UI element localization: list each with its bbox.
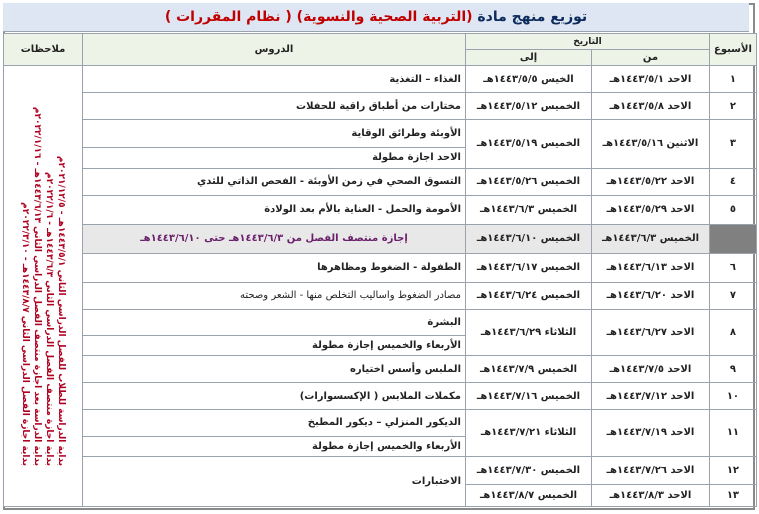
table-row [4, 456, 757, 485]
lesson-cell: التسوق الصحي في زمن الأوبئة - الفحص الذاتي للثدي [83, 168, 466, 195]
table-row [4, 120, 757, 148]
week-cell: ١٠ [710, 383, 757, 410]
midterm-row [4, 224, 757, 253]
lesson-cell: الاختبارات [83, 456, 466, 507]
lesson-cell: الأمومة والحمل - العناية بالأم بعد الولادة [83, 195, 466, 224]
note-line: بداية الدراسة للطلاب للفصل الدراسي الثاني ١٤٤٣/٥/١هـ - ٢٠٢١/١٢/٥م [56, 155, 66, 466]
week-cell: ١٣ [710, 485, 757, 507]
lesson-cell: مكملات الملابس ( الإكسسوارات) [83, 383, 466, 410]
week-cell: ١١ [710, 410, 757, 457]
lesson-cell: مصادر الضغوط واساليب التخلص منها - الشعر وصحته [83, 282, 466, 309]
lesson-cell: مختارات من أطباق راقية للحفلات [83, 93, 466, 120]
from-date-cell: الاحد ١٤٤٣/٥/٢٩هـ [592, 195, 710, 224]
header-from: من [592, 50, 710, 66]
from-date-cell: الاحد ١٤٤٣/٨/٣هـ [592, 485, 710, 507]
to-date-cell: الثلاثاء ١٤٤٣/٦/٢٩هـ [466, 309, 592, 356]
note-line: بداية الدراسة بعد اجازة منتصف الفصل الدراسي الثاني ١٤٤٣/٦/١٣هـ - ٢٠٢٢/١/١٦م [32, 106, 42, 466]
week-cell: ٢ [710, 93, 757, 120]
to-date-cell: الخميس ١٤٤٣/٦/٣هـ [466, 195, 592, 224]
header-notes: ملاحظات [4, 34, 83, 66]
to-date-cell: الثلاثاء ١٤٤٣/٧/٢١هـ [466, 410, 592, 457]
table-row [4, 253, 757, 282]
title-subject: (التربية الصحية والنسوية) [296, 9, 473, 25]
to-date-cell: الخميس ١٤٤٣/٥/١٩هـ [466, 120, 592, 169]
note-line: بداية اجازة منتصف الفصل الدراسي الثاني ١٤٤٣/٦/٣هـ - ٢٠٢٢/١/٦م [44, 171, 54, 466]
to-date-cell: الخميس ١٤٤٣/٥/١٢هـ [466, 93, 592, 120]
header-week: الأسبوع [710, 34, 757, 66]
table-row [4, 93, 757, 120]
note-line: بداية اجازة الفصل الدراسي الثاني ١٤٤٣/٨/٧هـ - ٢٠٢٢/٣/١٠م [20, 202, 30, 466]
from-date-cell: الاحد ١٤٤٣/٧/٢٦هـ [592, 456, 710, 485]
table-row [4, 168, 757, 195]
table-row [4, 195, 757, 224]
to-date-cell: الخميس ١٤٤٣/٧/٣٠هـ [466, 456, 592, 485]
table-row [4, 282, 757, 309]
week-cell: ٣ [710, 120, 757, 169]
week-cell: ٥ [710, 195, 757, 224]
to-date-cell: الخميس ١٤٤٣/٦/١٧هـ [466, 253, 592, 282]
page-title [3, 3, 749, 32]
table-row [4, 410, 757, 437]
holiday-note: الاحد اجازة مطولة [83, 147, 466, 168]
title-system: ( نظام المقررات ) [164, 9, 292, 25]
week-cell: ٧ [710, 282, 757, 309]
from-date-cell: الاثنين ١٤٤٣/٥/١٦هـ [592, 120, 710, 169]
to-date-cell: الخميس ١٤٤٣/٨/٧هـ [466, 485, 592, 507]
week-cell: ٤ [710, 168, 757, 195]
to-date-cell: الخميس ١٤٤٣/٥/٢٦هـ [466, 168, 592, 195]
holiday-note: الأربعاء والخميس إجازة مطولة [83, 436, 466, 456]
schedule-table [3, 33, 757, 507]
from-date-cell: الاحد ١٤٤٣/٦/٢٠هـ [592, 282, 710, 309]
title-prefix: توزيع منهج مادة [477, 9, 588, 25]
midterm-note: إجازة منتصف الفصل من ١٤٤٣/٦/٣هـ حتى ١٤٤٣/٦/١٠هـ [83, 224, 466, 253]
to-date-cell: الخميس ١٤٤٣/٦/٢٤هـ [466, 282, 592, 309]
to-date-cell: الخميس ١٤٤٣/٦/١٠هـ [466, 224, 592, 253]
week-cell [710, 224, 757, 253]
table-row [4, 356, 757, 383]
to-date-cell: الخميس ١٤٤٣/٧/١٦هـ [466, 383, 592, 410]
to-date-cell: الخميس ١٤٤٣/٧/٩هـ [466, 356, 592, 383]
week-cell: ٨ [710, 309, 757, 356]
from-date-cell: الاحد ١٤٤٣/٧/١٩هـ [592, 410, 710, 457]
table-row [4, 383, 757, 410]
header-lessons: الدروس [83, 34, 466, 66]
week-cell: ٩ [710, 356, 757, 383]
lesson-cell: الأوبئة وطرائق الوقاية [83, 120, 466, 148]
from-date-cell: الخميس ١٤٤٣/٦/٣هـ [592, 224, 710, 253]
from-date-cell: الاحد ١٤٤٣/٦/٢٧هـ [592, 309, 710, 356]
lesson-cell: البشرة [83, 309, 466, 336]
header-date: التاريخ [466, 34, 710, 50]
holiday-note: الأربعاء والخميس إجازة مطولة [83, 336, 466, 356]
to-date-cell: الخيس ١٤٤٣/٥/٥هـ [466, 66, 592, 93]
header-to: إلى [466, 50, 592, 66]
table-row [4, 309, 757, 336]
lesson-cell: الطفولة - الضغوط ومظاهرها [83, 253, 466, 282]
from-date-cell: الاحد ١٤٤٣/٥/١هـ [592, 66, 710, 93]
notes-text [19, 106, 67, 466]
from-date-cell: الاحد ١٤٤٣/٧/١٢هـ [592, 383, 710, 410]
notes-column [4, 66, 83, 507]
from-date-cell: الاحد ١٤٤٣/٧/٥هـ [592, 356, 710, 383]
week-cell: ١ [710, 66, 757, 93]
lesson-cell: الديكور المنزلي – ديكور المطبخ [83, 410, 466, 437]
from-date-cell: الاحد ١٤٤٣/٦/١٣هـ [592, 253, 710, 282]
from-date-cell: الاحد ١٤٤٣/٥/٨هـ [592, 93, 710, 120]
from-date-cell: الاحد ١٤٤٣/٥/٢٢هـ [592, 168, 710, 195]
week-cell: ٦ [710, 253, 757, 282]
lesson-cell: الملبس وأسس اختياره [83, 356, 466, 383]
table-row [4, 66, 757, 93]
lesson-cell: الغذاء – التغذية [83, 66, 466, 93]
week-cell: ١٢ [710, 456, 757, 485]
